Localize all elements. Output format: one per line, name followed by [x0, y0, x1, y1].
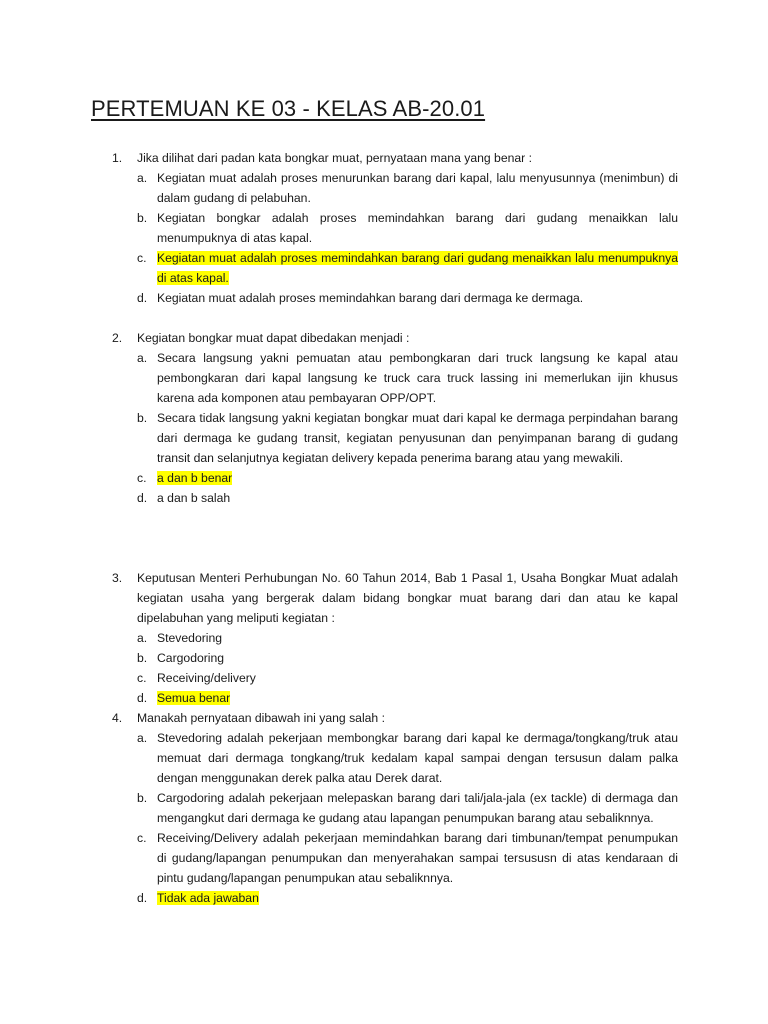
option-letter: a.	[137, 171, 148, 185]
question-number: 4.	[112, 711, 123, 725]
option-b	[137, 208, 678, 248]
option-letter: a.	[137, 631, 148, 645]
highlighted-answer: a dan b benar	[157, 471, 233, 485]
option-letter: d.	[137, 691, 148, 705]
highlighted-answer: Tidak ada jawaban	[157, 891, 259, 905]
question-text: Manakah pernyataan dibawah ini yang salah :	[137, 711, 385, 725]
option-letter: d.	[137, 491, 148, 505]
option-a	[137, 168, 678, 208]
option-text: Kegiatan bongkar adalah proses memindahkan barang dari gudang menaikkan lalu menumpuknya di atas kapal.	[157, 211, 678, 245]
option-c	[137, 668, 678, 688]
option-letter: a.	[137, 731, 148, 745]
option-d	[137, 688, 678, 708]
option-text: Stevedoring	[157, 631, 223, 645]
question-text: Jika dilihat dari padan kata bongkar muat, pernyataan mana yang benar :	[137, 151, 532, 165]
option-a	[137, 628, 678, 648]
option-d	[137, 288, 678, 308]
option-letter: b.	[137, 791, 148, 805]
option-d	[137, 888, 678, 908]
question-2	[112, 328, 678, 508]
option-letter: a.	[137, 351, 148, 365]
option-a	[137, 728, 678, 788]
option-text: Cargodoring	[157, 651, 225, 665]
option-letter: c.	[137, 831, 147, 845]
option-text: Kegiatan muat adalah proses menurunkan barang dari kapal, lalu menyusunnya (menimbun) di dalam gudang di pelabuhan.	[157, 171, 678, 205]
option-a	[137, 348, 678, 408]
option-text: a dan b salah	[157, 491, 231, 505]
option-c	[137, 468, 678, 488]
option-b	[137, 408, 678, 468]
option-text: Secara tidak langsung yakni kegiatan bongkar muat dari kapal ke dermaga perpindahan barang dari dermaga ke gudang transit, kegiatan penyusunan dan penyimpanan barang di gudang transit dan selanjutnya kegiatan delivery kepada penerima barang atau yang mewakili.	[157, 411, 678, 465]
option-text: Receiving/Delivery adalah pekerjaan memindahkan barang dari timbunan/tempat penumpukan di gudang/lapangan penumpukan dan menyerahakan sampai tersususn di atas kendaraan di pintu gudang/lapangan penumpukan atau sebaliknnya.	[157, 831, 678, 885]
question-3	[112, 568, 678, 708]
option-letter: b.	[137, 211, 148, 225]
option-letter: c.	[137, 471, 147, 485]
option-letter: b.	[137, 651, 148, 665]
question-4	[112, 708, 678, 908]
option-d	[137, 488, 678, 508]
option-b	[137, 648, 678, 668]
question-1	[112, 148, 678, 308]
question-number: 2.	[112, 331, 123, 345]
option-c	[137, 248, 678, 288]
question-text: Keputusan Menteri Perhubungan No. 60 Tahun 2014, Bab 1 Pasal 1, Usaha Bongkar Muat adalah kegiatan usaha yang bergerak dalam bidang bongkar muat barang dari dan atau ke kapal dipelabuhan yang meliputi kegiatan :	[137, 571, 678, 625]
highlighted-answer: Semua benar	[157, 691, 231, 705]
question-text: Kegiatan bongkar muat dapat dibedakan menjadi :	[137, 331, 410, 345]
option-text: Kegiatan muat adalah proses memindahkan barang dari dermaga ke dermaga.	[157, 291, 584, 305]
option-letter: b.	[137, 411, 148, 425]
option-letter: d.	[137, 891, 148, 905]
option-text: Stevedoring adalah pekerjaan membongkar barang dari kapal ke dermaga/tongkang/truk atau memuat dari dermaga tongkang/truk kedalam kapal sampai dengan tersusun dalam palka dengan menggunakan derek palka atau Derek darat.	[157, 731, 678, 785]
option-text: Cargodoring adalah pekerjaan melepaskan barang dari tali/jala-jala (ex tackle) di dermaga dan mengangkut dari dermaga ke gudang atau lapangan penumpukan barang atau sebaliknnya.	[157, 791, 678, 825]
option-text: Receiving/delivery	[157, 671, 256, 685]
option-letter: c.	[137, 671, 147, 685]
option-text: Secara langsung yakni pemuatan atau pembongkaran dari truck langsung ke kapal atau pembongkaran dari kapal langsung ke truck cara truck lassing ini memerlukan ijin khusus karena ada komponen atau pembayaran OPP/OPT.	[157, 351, 678, 405]
page-title: PERTEMUAN KE 03 - KELAS AB-20.01	[91, 96, 486, 121]
option-b	[137, 788, 678, 828]
option-letter: d.	[137, 291, 148, 305]
question-number: 3.	[112, 571, 123, 585]
highlighted-answer: Kegiatan muat adalah proses memindahkan barang dari gudang menaikkan lalu menumpuknya di atas kapal.	[157, 251, 678, 285]
question-number: 1.	[112, 151, 123, 165]
option-c	[137, 828, 678, 888]
option-letter: c.	[137, 251, 147, 265]
